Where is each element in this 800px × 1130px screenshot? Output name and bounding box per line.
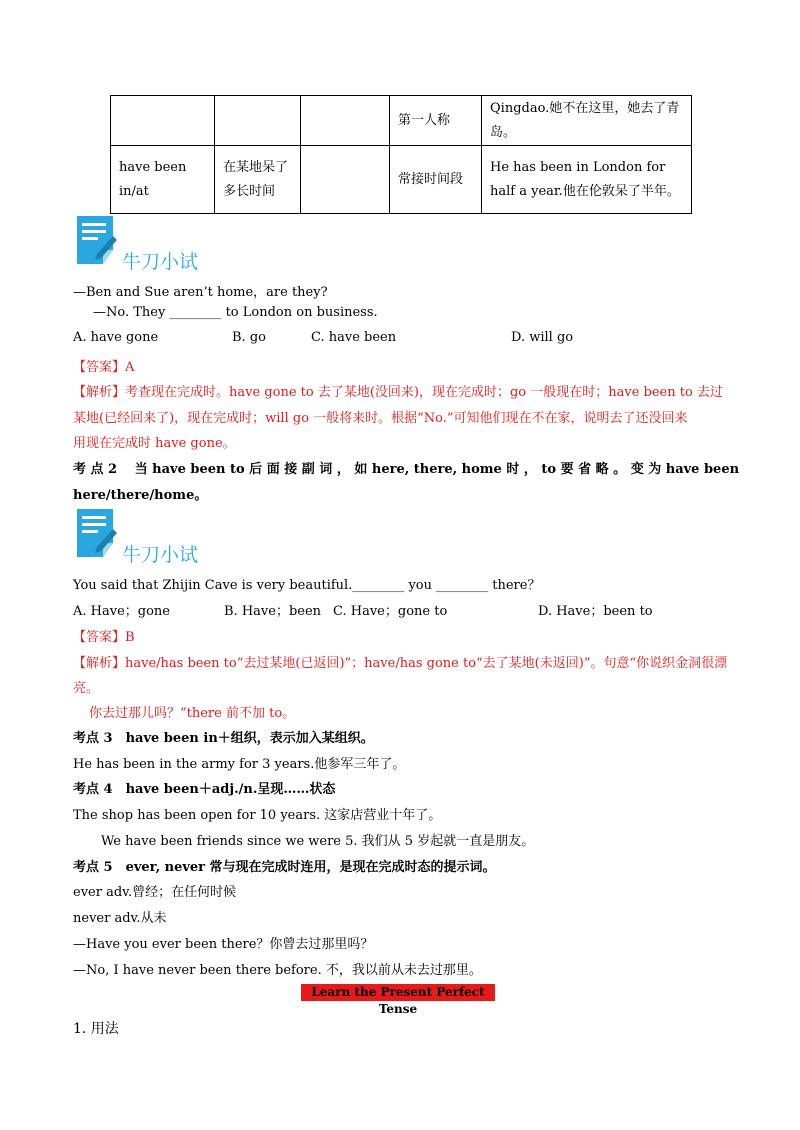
answer-line: 【答案】B — [73, 630, 135, 645]
point-heading: here/there/home。 — [73, 488, 208, 503]
note-pencil-icon — [75, 214, 119, 266]
table-cell: have been in/at — [111, 146, 215, 214]
option-b: B. go — [232, 330, 266, 345]
option-a: A. Have；gone — [73, 604, 170, 619]
definition-line: ever adv.曾经；在任何时候 — [73, 885, 237, 900]
example-line: We have been friends since we were 5. 我们从 5 岁起就一直是朋友。 — [101, 834, 535, 849]
question-line: —No. They ________ to London on business. — [93, 305, 378, 320]
table-cell — [301, 96, 390, 146]
analysis-line: 亮。 — [73, 681, 100, 696]
option-d: D. Have；been to — [538, 604, 653, 619]
point-heading: 考点 3 have been in＋组织，表示加入某组织。 — [73, 731, 374, 746]
example-line: —No, I have never been there before. 不，我以前从未去过那里。 — [73, 963, 482, 978]
table-cell: He has been in London for half a year.他在伦敦呆了半年。 — [482, 146, 692, 214]
table-cell: Qingdao.她不在这里，她去了青岛。 — [482, 96, 692, 146]
analysis-line: 用现在完成时 have gone。 — [73, 436, 236, 451]
analysis-line: 你去过那儿吗？”there 前不加 to。 — [89, 706, 296, 721]
option-b: B. Have；been — [224, 604, 322, 619]
point-heading: 考点 4 have been＋adj./n.呈现……状态 — [73, 782, 336, 797]
exercise-title: 牛刀小试 — [122, 544, 199, 566]
question-line: —Ben and Sue aren’t home，are they? — [73, 285, 328, 300]
answer-line: 【答案】A — [73, 360, 135, 375]
analysis-line: 【解析】考查现在完成时。have gone to 去了某地(没回来)，现在完成时；go 一般现在时；have been to 去过 — [73, 385, 723, 400]
table-cell: 在某地呆了多长时间 — [215, 146, 301, 214]
option-d: D. will go — [511, 330, 574, 345]
example-line: —Have you ever been there？你曾去过那里吗？ — [73, 937, 374, 952]
table-cell: 第一人称 — [390, 96, 482, 146]
analysis-line: 【解析】have/has been to“去过某地(已返回)”；have/has gone to“去了某地(未返回)”。句意“你说织金洞很漂 — [73, 656, 728, 671]
definition-line: never adv.从未 — [73, 911, 167, 926]
point-heading: 考 点 2 当 have been to 后 面 接 副 词 ， 如 here, there, home 时 ， to 要 省 略 。 变 为 have been — [73, 462, 740, 477]
note-pencil-icon — [75, 507, 119, 559]
table-cell — [215, 96, 301, 146]
analysis-line: 某地(已经回来了)，现在完成时；will go 一般将来时。根据“No.”可知他们现在不在家，说明去了还没回来 — [73, 411, 688, 426]
table-cell — [111, 96, 215, 146]
table-row — [111, 96, 692, 146]
table-row — [111, 146, 692, 214]
option-c: C. have been — [311, 330, 397, 345]
example-line: He has been in the army for 3 years.他参军三年了。 — [73, 757, 406, 772]
option-c: C. Have；gone to — [333, 604, 448, 619]
question-line: You said that Zhijin Cave is very beautiful.________ you ________ there？ — [73, 578, 541, 593]
point-heading: 考点 5 ever, never 常与现在完成时连用，是现在完成时态的提示词。 — [73, 860, 496, 875]
option-a: A. have gone — [73, 330, 159, 345]
exercise-title: 牛刀小试 — [122, 251, 199, 273]
section-heading: 1. 用法 — [73, 1021, 119, 1037]
usage-table — [110, 95, 692, 214]
example-line: The shop has been open for 10 years. 这家店营业十年了。 — [73, 808, 442, 823]
table-cell — [301, 146, 390, 214]
section-banner: Learn the Present Perfect Tense — [301, 984, 495, 1001]
table-cell: 常接时间段 — [390, 146, 482, 214]
